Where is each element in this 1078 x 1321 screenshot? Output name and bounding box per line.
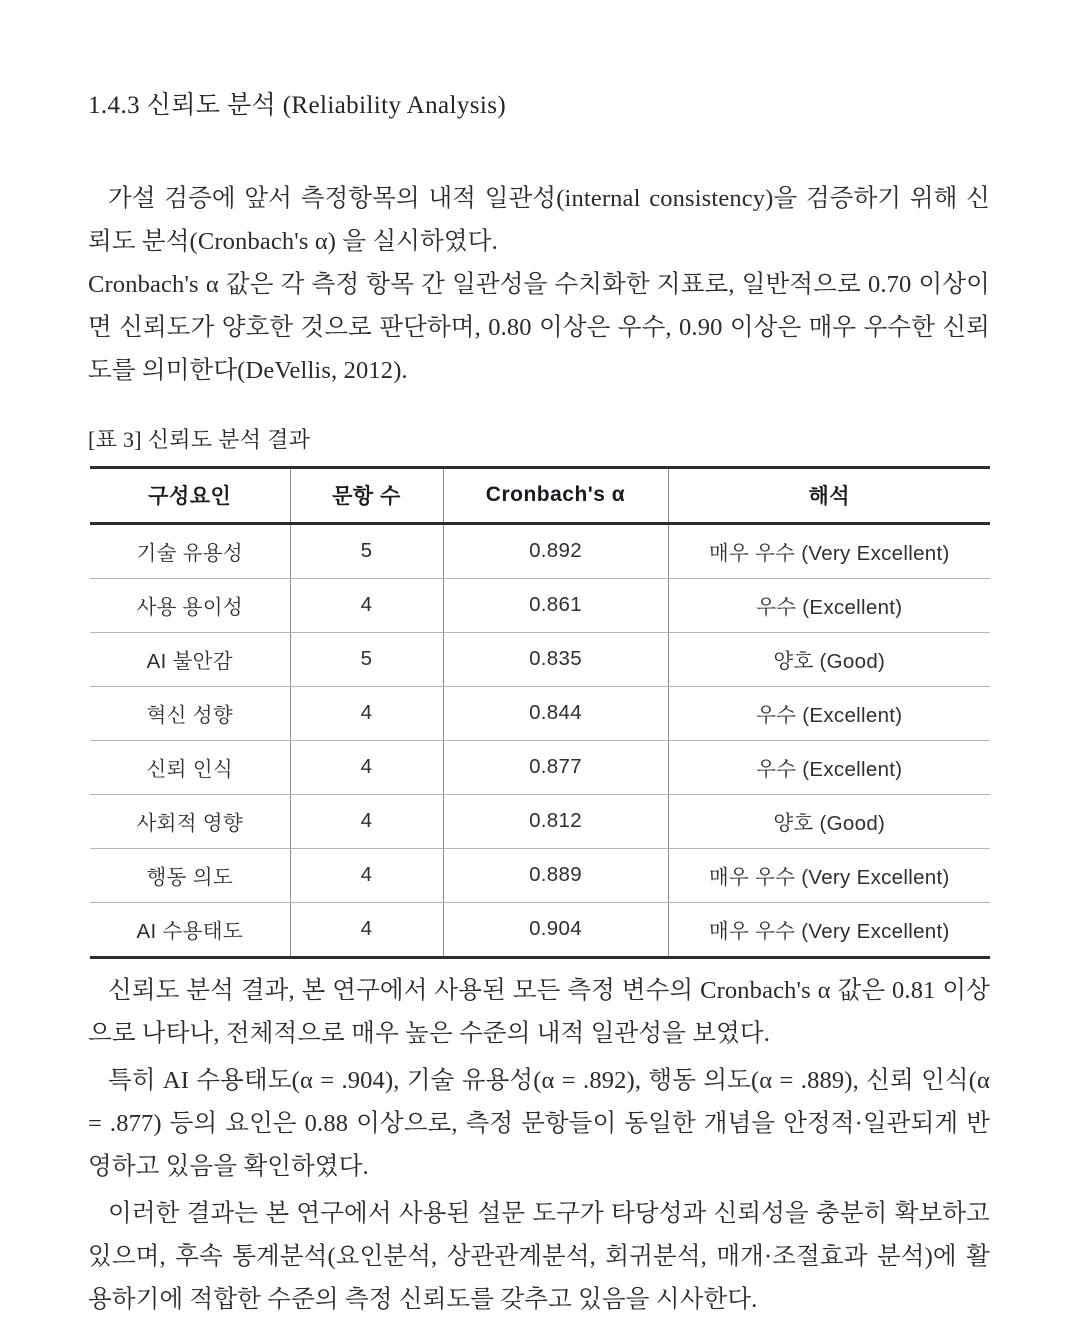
column-header-item-count: 문항 수 — [290, 468, 443, 524]
table-row — [90, 849, 990, 903]
table-body — [90, 524, 990, 958]
paragraph-alpha-explanation — [88, 263, 990, 392]
paragraph-intro — [88, 177, 990, 263]
cell-item-count: 4 — [290, 579, 443, 633]
table-caption: [표 3] 신뢰도 분석 결과 — [88, 427, 311, 452]
paragraph-result-overall-text: 신뢰도 분석 결과, 본 연구에서 사용된 모든 측정 변수의 Cronbach's α 값은 0.81 이상으로 나타나, 전체적으로 매우 높은 수준의 내적 일관성을 보였다. — [88, 976, 990, 1047]
table-header-row — [90, 468, 990, 524]
paragraph-result-detail — [88, 1059, 990, 1188]
paragraph-result-conclusion — [88, 1192, 990, 1321]
cell-interpretation: 매우 우수 (Very Excellent) — [668, 903, 990, 958]
table-row — [90, 687, 990, 741]
cell-item-count: 5 — [290, 633, 443, 687]
cell-item-count: 4 — [290, 795, 443, 849]
reliability-table — [90, 466, 990, 959]
cell-interpretation: 양호 (Good) — [668, 633, 990, 687]
cell-factor: 행동 의도 — [90, 849, 290, 903]
paragraph-intro-text: 가설 검증에 앞서 측정항목의 내적 일관성(internal consistency)을 검증하기 위해 신뢰도 분석(Cronbach's α) 을 실시하였다. — [88, 184, 990, 255]
column-header-interpretation: 해석 — [668, 468, 990, 524]
paragraph-result-overall — [88, 969, 990, 1055]
paragraph-result-conclusion-text: 이러한 결과는 본 연구에서 사용된 설문 도구가 타당성과 신뢰성을 충분히 확보하고 있으며, 후속 통계분석(요인분석, 상관관계분석, 회귀분석, 매개·조절효과 분석)에 활용하기에 적합한 수준의 측정 신뢰도를 갖추고 있음을 시사한다. — [88, 1199, 990, 1313]
cell-alpha: 0.889 — [443, 849, 668, 903]
cell-factor: 혁신 성향 — [90, 687, 290, 741]
cell-alpha: 0.835 — [443, 633, 668, 687]
table-row — [90, 903, 990, 958]
section-heading: 1.4.3 신뢰도 분석 (Reliability Analysis) — [88, 91, 507, 119]
paragraph-result-detail-text: 특히 AI 수용태도(α = .904), 기술 유용성(α = .892), 행동 의도(α = .889), 신뢰 인식(α = .877) 등의 요인은 0.88 이상으로, 측정 문항들이 동일한 개념을 안정적·일관되게 반영하고 있음을 확인하였다. — [88, 1066, 990, 1180]
cell-alpha: 0.861 — [443, 579, 668, 633]
table-row — [90, 579, 990, 633]
table-header — [90, 468, 990, 524]
cell-alpha: 0.877 — [443, 741, 668, 795]
reliability-table-container — [90, 466, 990, 959]
cell-interpretation: 매우 우수 (Very Excellent) — [668, 524, 990, 579]
cell-factor: 기술 유용성 — [90, 524, 290, 579]
table-row — [90, 795, 990, 849]
cell-factor: AI 불안감 — [90, 633, 290, 687]
table-row — [90, 524, 990, 579]
cell-interpretation: 우수 (Excellent) — [668, 579, 990, 633]
cell-interpretation: 양호 (Good) — [668, 795, 990, 849]
table-row — [90, 633, 990, 687]
cell-item-count: 4 — [290, 741, 443, 795]
cell-alpha: 0.812 — [443, 795, 668, 849]
paragraph-alpha-explanation-text: Cronbach's α 값은 각 측정 항목 간 일관성을 수치화한 지표로, 일반적으로 0.70 이상이면 신뢰도가 양호한 것으로 판단하며, 0.80 이상은 우수, 0.90 이상은 매우 우수한 신뢰도를 의미한다(DeVellis, 2012). — [88, 270, 990, 384]
table-row — [90, 741, 990, 795]
cell-interpretation: 우수 (Excellent) — [668, 741, 990, 795]
cell-alpha: 0.904 — [443, 903, 668, 958]
cell-alpha: 0.892 — [443, 524, 668, 579]
cell-item-count: 4 — [290, 849, 443, 903]
cell-item-count: 4 — [290, 687, 443, 741]
cell-factor: 사회적 영향 — [90, 795, 290, 849]
cell-alpha: 0.844 — [443, 687, 668, 741]
cell-item-count: 5 — [290, 524, 443, 579]
cell-interpretation: 우수 (Excellent) — [668, 687, 990, 741]
cell-item-count: 4 — [290, 903, 443, 958]
cell-factor: 신뢰 인식 — [90, 741, 290, 795]
cell-interpretation: 매우 우수 (Very Excellent) — [668, 849, 990, 903]
column-header-cronbach-alpha: Cronbach's α — [443, 468, 668, 524]
cell-factor: 사용 용이성 — [90, 579, 290, 633]
column-header-factor: 구성요인 — [90, 468, 290, 524]
cell-factor: AI 수용태도 — [90, 903, 290, 958]
